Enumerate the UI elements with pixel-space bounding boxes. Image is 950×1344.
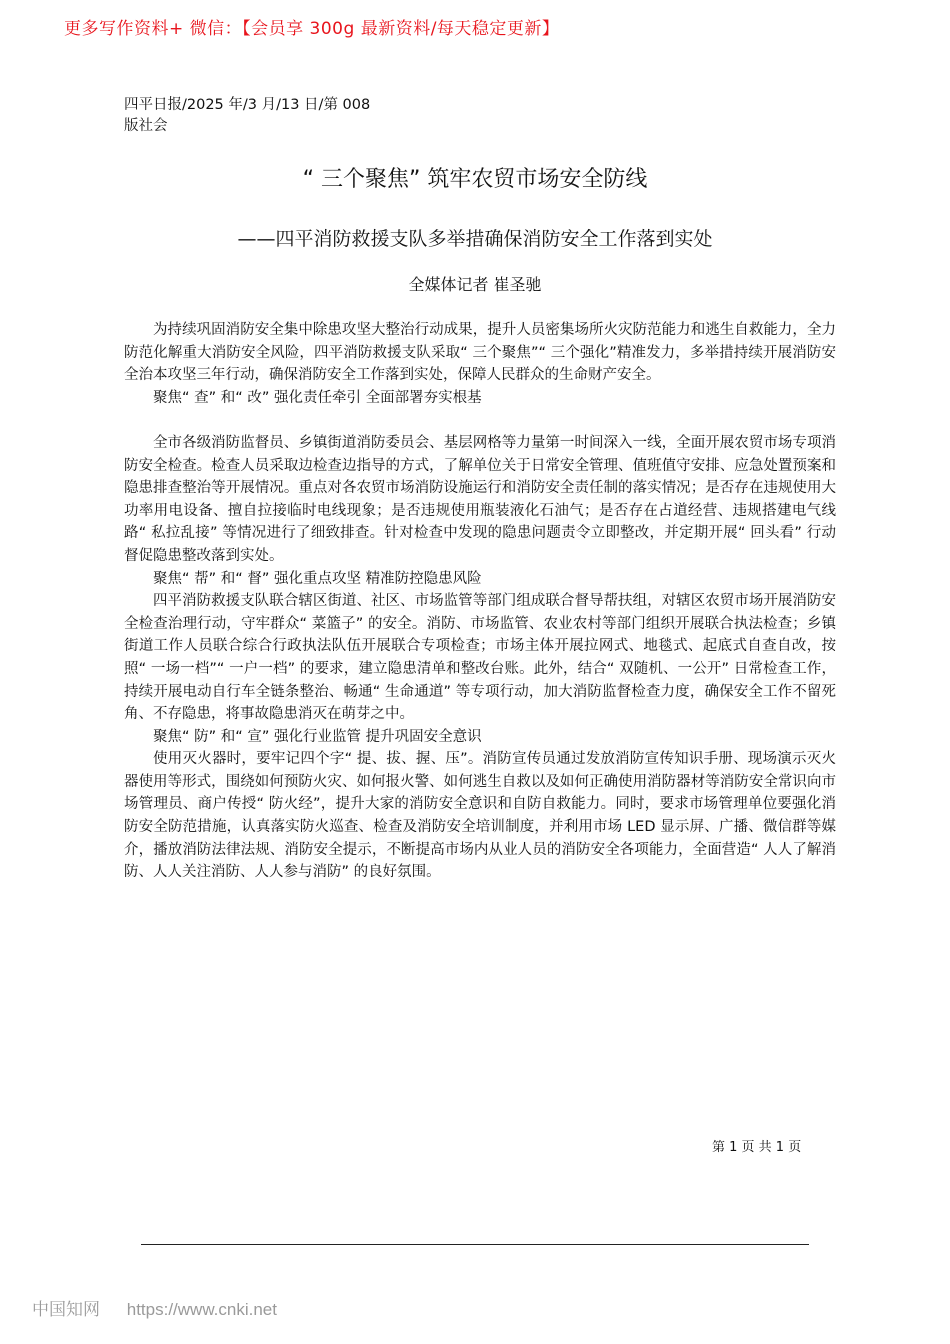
- paragraph-intro: 为持续巩固消防安全集中除患攻坚大整治行动成果，提升人员密集场所火灾防范能力和逃生自救能力，全力防范化解重大消防安全风险，四平消防救援支队采取“ 三个聚焦”“ 三个强化”精准发力，多举措持续开展消防安全治本攻坚三年行动，确保消防安全工作落到实处，保障人民群众的生命财产安全。: [124, 322, 836, 384]
- article-subtitle: ——四平消防救援支队多举措确保消防安全工作落到实处: [237, 228, 713, 250]
- blank-line: [124, 409, 836, 432]
- paragraph-section-3: 使用灭火器时，要牢记四个字“ 提、拔、握、压”。消防宣传员通过发放消防宣传知识手册、现场演示灭火器使用等形式，围绕如何预防火灾、如何报火警、如何逃生自救以及如何正确使用消防器材等消防安全常识向市场管理员、商户传授“ 防火经”，提升大家的消防安全意识和自防自救能力。同时，要求市场管理单位要强化消防安全防范措施，认真落实防火巡查、检查及消防安全培训制度，并利用市场 LED 显示屏、广播、微信群等媒介，播放消防法律法规、消防安全提示，不断提高市场内从业人员的消防安全各项能力，全面营造“ 人人了解消防、人人关注消防、人人参与消防” 的良好氛围。: [124, 751, 836, 881]
- article-body: [124, 319, 836, 884]
- paragraph-section-1: 全市各级消防监督员、乡镇街道消防委员会、基层网格等力量第一时间深入一线，全面开展农贸市场专项消防安全检查。检查人员采取边检查边指导的方式，了解单位关于日常安全管理、值班值守安排、应急处置预案和隐患排查整治等开展情况。重点对各农贸市场消防设施运行和消防安全责任制的落实情况；是否存在违规使用大功率用电设备、擅自拉接临时电线现象；是否违规使用瓶装液化石油气；是否存在占道经营、违规搭建电气线路“ 私拉乱接” 等情况进行了细致排查。针对检查中发现的隐患问题责令立即整改，并定期开展“ 回头看” 行动督促隐患整改落到实处。: [124, 434, 836, 564]
- source-info: [124, 95, 370, 137]
- section-heading-2: 聚焦“ 帮” 和“ 督” 强化重点攻坚 精准防控隐患风险: [153, 570, 482, 587]
- promo-banner: 更多写作资料+ 微信：【会员享 300g 最新资料/每天稳定更新】: [64, 19, 560, 39]
- paragraph-section-2: 四平消防救援支队联合辖区街道、社区、市场监管等部门组成联合督导帮扶组，对辖区农贸市场开展消防安全检查治理行动，守牢群众“ 菜篮子” 的安全。消防、市场监管、农业农村等部门组织开展联合执法检查；乡镇街道工作人员联合综合行政执法队伍开展联合专项检查；市场主体开展拉网式、地毯式、起底式自查自改，按照“ 一场一档”“ 一户一档” 的要求，建立隐患清单和整改台账。此外，结合“ 双随机、一公开” 日常检查工作，持续开展电动自行车全链条整治、畅通“ 生命通道” 等专项行动，加大消防监督检查力度，确保安全工作不留死角、不存隐患，将事故隐患消灭在萌芽之中。: [124, 593, 836, 723]
- page-number: 第 1 页 共 1 页: [712, 1140, 802, 1155]
- section-heading-1: 聚焦“ 查” 和“ 改” 强化责任牵引 全面部署夯实根基: [153, 389, 482, 406]
- source-line-1: 四平日报/2025 年/3 月/13 日/第 008: [124, 97, 371, 113]
- cnki-brand: 中国知网: [32, 1300, 100, 1319]
- cnki-url: https://www.cnki.net: [126, 1300, 277, 1319]
- section-heading-3: 聚焦“ 防” 和“ 宣” 强化行业监管 提升巩固安全意识: [153, 728, 482, 745]
- source-line-2: 版社会: [124, 118, 168, 134]
- footer-divider: [141, 1244, 809, 1245]
- article-byline: 全媒体记者 崔圣驰: [408, 275, 542, 294]
- footer-watermark: [32, 1295, 277, 1320]
- article-title: “ 三个聚焦” 筑牢农贸市场安全防线: [302, 167, 648, 192]
